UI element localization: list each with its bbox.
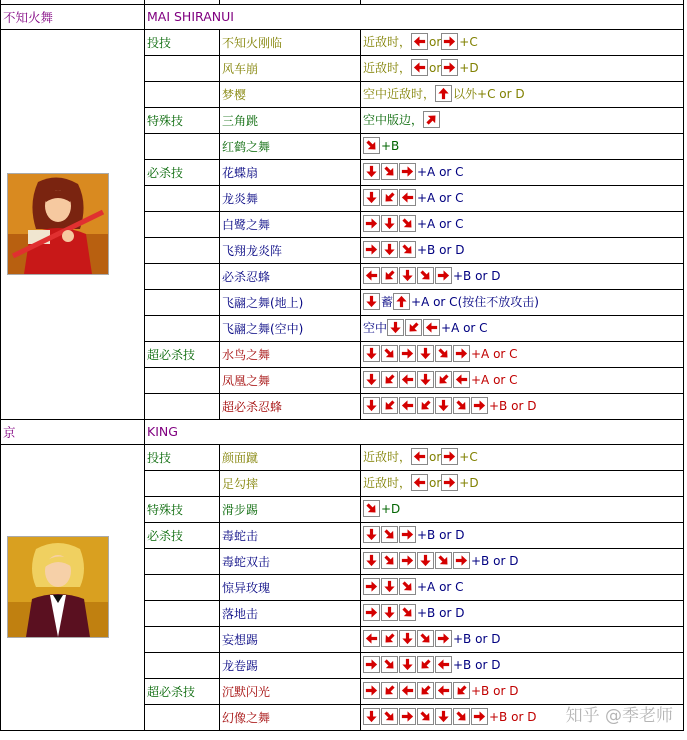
command-text: +B or D — [417, 527, 465, 542]
arrow-left-icon — [399, 189, 416, 206]
move-category — [145, 237, 220, 263]
arrow-down-icon — [363, 397, 380, 414]
arrow-downright-icon — [399, 578, 416, 595]
move-category — [145, 470, 220, 496]
arrow-up-icon — [393, 293, 410, 310]
move-name: 三角跳 — [220, 107, 361, 133]
command-text: +B or D — [453, 631, 501, 646]
move-name: 落地击 — [220, 600, 361, 626]
arrow-right-icon — [399, 163, 416, 180]
character-name-cn: 京 — [1, 419, 145, 444]
arrow-downright-icon — [381, 552, 398, 569]
command-text: +D — [459, 61, 479, 75]
move-row — [1, 29, 684, 55]
move-category — [145, 289, 220, 315]
command-text: or — [429, 35, 442, 49]
command-text: +C — [459, 450, 478, 464]
move-command — [361, 652, 684, 678]
move-name: 花蝶扇 — [220, 159, 361, 185]
arrow-right-icon — [441, 59, 458, 76]
move-row — [1, 444, 684, 470]
arrow-down-icon — [363, 371, 380, 388]
command-text: +A or C — [417, 164, 464, 179]
move-name: 飞翮之舞(空中) — [220, 315, 361, 341]
move-category: 必杀技 — [145, 159, 220, 185]
arrow-downleft-icon — [453, 682, 470, 699]
arrow-down-icon — [399, 656, 416, 673]
arrow-right-icon — [363, 604, 380, 621]
move-category — [145, 393, 220, 419]
arrow-right-icon — [435, 630, 452, 647]
move-name: 颜面蹴 — [220, 444, 361, 470]
arrow-down-icon — [363, 526, 380, 543]
character-name-cn: 不知火舞 — [1, 4, 145, 29]
arrow-downright-icon — [363, 500, 380, 517]
arrow-downright-icon — [435, 345, 452, 362]
move-category: 投技 — [145, 29, 220, 55]
watermark: 知乎 @季老师 — [565, 706, 673, 726]
arrow-down-icon — [363, 708, 380, 725]
move-name: 龙卷踢 — [220, 652, 361, 678]
move-name: 红鹤之舞 — [220, 133, 361, 159]
command-text: or — [429, 476, 442, 490]
command-text: +B or D — [489, 398, 537, 413]
arrow-downleft-icon — [417, 682, 434, 699]
move-command — [361, 444, 684, 470]
arrow-downright-icon — [399, 241, 416, 258]
command-text: +B or D — [417, 605, 465, 620]
arrow-down-icon — [381, 215, 398, 232]
move-command — [361, 341, 684, 367]
move-command — [361, 496, 684, 522]
arrow-downleft-icon — [381, 397, 398, 414]
move-category — [145, 367, 220, 393]
arrow-down-icon — [363, 293, 380, 310]
command-text: 蓄 — [381, 295, 394, 309]
arrow-left-icon — [363, 267, 380, 284]
command-text: +D — [459, 476, 479, 490]
move-name: 不知火刚临 — [220, 29, 361, 55]
move-category — [145, 81, 220, 107]
move-category: 超必杀技 — [145, 678, 220, 704]
move-name: 滑步踢 — [220, 496, 361, 522]
move-command — [361, 211, 684, 237]
move-category — [145, 548, 220, 574]
move-command — [361, 185, 684, 211]
move-command — [361, 55, 684, 81]
arrow-down-icon — [435, 397, 452, 414]
arrow-up-icon — [435, 85, 452, 102]
arrow-downright-icon — [417, 630, 434, 647]
move-category — [145, 626, 220, 652]
move-name: 风车崩 — [220, 55, 361, 81]
command-text: +A or C — [417, 216, 464, 231]
command-text: +A or C — [417, 579, 464, 594]
move-name: 妄想踢 — [220, 626, 361, 652]
arrow-right-icon — [453, 345, 470, 362]
arrow-down-icon — [399, 267, 416, 284]
arrow-downleft-icon — [381, 189, 398, 206]
command-text: +A or C — [471, 346, 518, 361]
move-command — [361, 133, 684, 159]
move-name: 足勾摔 — [220, 470, 361, 496]
arrow-down-icon — [363, 552, 380, 569]
move-command — [361, 393, 684, 419]
move-name: 毒蛇双击 — [220, 548, 361, 574]
arrow-downright-icon — [453, 708, 470, 725]
move-category — [145, 211, 220, 237]
command-text: +B or D — [471, 683, 519, 698]
arrow-left-icon — [411, 474, 428, 491]
move-command — [361, 600, 684, 626]
arrow-downright-icon — [417, 267, 434, 284]
arrow-right-icon — [441, 448, 458, 465]
move-command — [361, 548, 684, 574]
move-category — [145, 600, 220, 626]
arrow-down-icon — [381, 604, 398, 621]
move-category — [145, 704, 220, 730]
arrow-down-icon — [417, 345, 434, 362]
arrow-right-icon — [363, 215, 380, 232]
move-name: 飞翮之舞(地上) — [220, 289, 361, 315]
move-command — [361, 81, 684, 107]
arrow-down-icon — [363, 163, 380, 180]
arrow-downleft-icon — [381, 371, 398, 388]
command-text: +A or C(按住不放攻击) — [411, 295, 539, 309]
command-text: +A or C — [417, 190, 464, 205]
arrow-left-icon — [411, 59, 428, 76]
move-command — [361, 237, 684, 263]
arrow-right-icon — [471, 708, 488, 725]
arrow-left-icon — [399, 371, 416, 388]
move-command — [361, 522, 684, 548]
move-name: 惊异玫瑰 — [220, 574, 361, 600]
arrow-downright-icon — [399, 604, 416, 621]
arrow-down-icon — [363, 345, 380, 362]
arrow-down-icon — [435, 708, 452, 725]
arrow-right-icon — [363, 656, 380, 673]
character-name-en: KING — [145, 419, 684, 444]
arrow-right-icon — [441, 33, 458, 50]
move-category — [145, 185, 220, 211]
command-text: 近敌时， — [363, 450, 412, 464]
move-name: 梦樱 — [220, 81, 361, 107]
move-category: 超必杀技 — [145, 341, 220, 367]
arrow-downleft-icon — [381, 630, 398, 647]
command-text: +A or C — [471, 372, 518, 387]
move-category: 必杀技 — [145, 522, 220, 548]
arrow-downright-icon — [435, 552, 452, 569]
arrow-right-icon — [363, 578, 380, 595]
arrow-right-icon — [363, 682, 380, 699]
move-name: 幻像之舞 — [220, 704, 361, 730]
move-command — [361, 107, 684, 133]
move-command — [361, 263, 684, 289]
command-text: +B — [381, 138, 400, 153]
arrow-right-icon — [399, 552, 416, 569]
move-command — [361, 159, 684, 185]
move-name: 沉默闪光 — [220, 678, 361, 704]
arrow-left-icon — [435, 656, 452, 673]
arrow-downright-icon — [381, 345, 398, 362]
arrow-right-icon — [399, 345, 416, 362]
command-text: 近敌时， — [363, 476, 412, 490]
move-name: 水鸟之舞 — [220, 341, 361, 367]
arrow-left-icon — [435, 682, 452, 699]
move-category: 投技 — [145, 444, 220, 470]
king-portrait — [7, 536, 109, 638]
command-text: +D — [381, 501, 401, 516]
arrow-right-icon — [363, 241, 380, 258]
move-category — [145, 315, 220, 341]
arrow-down-icon — [387, 319, 404, 336]
move-category: 特殊技 — [145, 107, 220, 133]
command-text: 空中 — [363, 321, 388, 335]
portrait-cell — [1, 29, 145, 419]
arrow-downright-icon — [399, 215, 416, 232]
arrow-left-icon — [411, 448, 428, 465]
arrow-down-icon — [399, 630, 416, 647]
command-text: 以外+C or D — [453, 87, 525, 101]
arrow-down-icon — [381, 578, 398, 595]
move-command — [361, 470, 684, 496]
arrow-downright-icon — [363, 137, 380, 154]
move-name: 超必杀忍蜂 — [220, 393, 361, 419]
move-name: 龙炎舞 — [220, 185, 361, 211]
command-text: 近敌时， — [363, 61, 412, 75]
move-command — [361, 315, 684, 341]
arrow-downleft-icon — [381, 267, 398, 284]
move-category — [145, 55, 220, 81]
move-category — [145, 263, 220, 289]
command-text: or — [429, 450, 442, 464]
command-text: +B or D — [453, 657, 501, 672]
move-category: 特殊技 — [145, 496, 220, 522]
arrow-left-icon — [411, 33, 428, 50]
arrow-right-icon — [399, 526, 416, 543]
move-command — [361, 367, 684, 393]
command-text: +B or D — [417, 242, 465, 257]
arrow-downright-icon — [381, 708, 398, 725]
arrow-downright-icon — [381, 656, 398, 673]
command-text: +B or D — [471, 553, 519, 568]
arrow-down-icon — [417, 371, 434, 388]
arrow-downright-icon — [381, 163, 398, 180]
move-command — [361, 626, 684, 652]
arrow-downleft-icon — [417, 656, 434, 673]
move-category — [145, 652, 220, 678]
move-name: 凤凰之舞 — [220, 367, 361, 393]
command-text: or — [429, 61, 442, 75]
arrow-left-icon — [423, 319, 440, 336]
command-text: +B or D — [489, 709, 537, 724]
command-text: +A or C — [441, 321, 488, 335]
portrait-cell — [1, 444, 145, 730]
move-command — [361, 289, 684, 315]
arrow-right-icon — [399, 708, 416, 725]
arrow-left-icon — [363, 630, 380, 647]
move-name: 毒蛇击 — [220, 522, 361, 548]
move-name: 必杀忍蜂 — [220, 263, 361, 289]
command-text: 空中版边， — [363, 113, 424, 127]
move-name: 白鹭之舞 — [220, 211, 361, 237]
move-category — [145, 574, 220, 600]
arrow-right-icon — [441, 474, 458, 491]
arrow-downleft-icon — [435, 371, 452, 388]
arrow-down-icon — [363, 189, 380, 206]
arrow-down-icon — [381, 241, 398, 258]
arrow-right-icon — [453, 552, 470, 569]
arrow-downleft-icon — [381, 682, 398, 699]
arrow-upright-icon — [423, 111, 440, 128]
arrow-right-icon — [435, 267, 452, 284]
arrow-left-icon — [399, 397, 416, 414]
command-text: +B or D — [453, 268, 501, 283]
command-text: 空中近敌时， — [363, 87, 436, 101]
move-command — [361, 29, 684, 55]
arrow-downleft-icon — [405, 319, 422, 336]
move-command — [361, 574, 684, 600]
arrow-right-icon — [471, 397, 488, 414]
arrow-down-icon — [417, 552, 434, 569]
arrow-downright-icon — [381, 526, 398, 543]
arrow-downright-icon — [417, 708, 434, 725]
move-name: 飞翔龙炎阵 — [220, 237, 361, 263]
command-text: 近敌时， — [363, 35, 412, 49]
move-category — [145, 133, 220, 159]
arrow-left-icon — [399, 682, 416, 699]
arrow-left-icon — [453, 371, 470, 388]
command-text: +C — [459, 35, 478, 49]
character-name-en: MAI SHIRANUI — [145, 4, 684, 29]
mai-shiranui-portrait — [7, 173, 109, 275]
arrow-downright-icon — [453, 397, 470, 414]
arrow-downleft-icon — [417, 397, 434, 414]
